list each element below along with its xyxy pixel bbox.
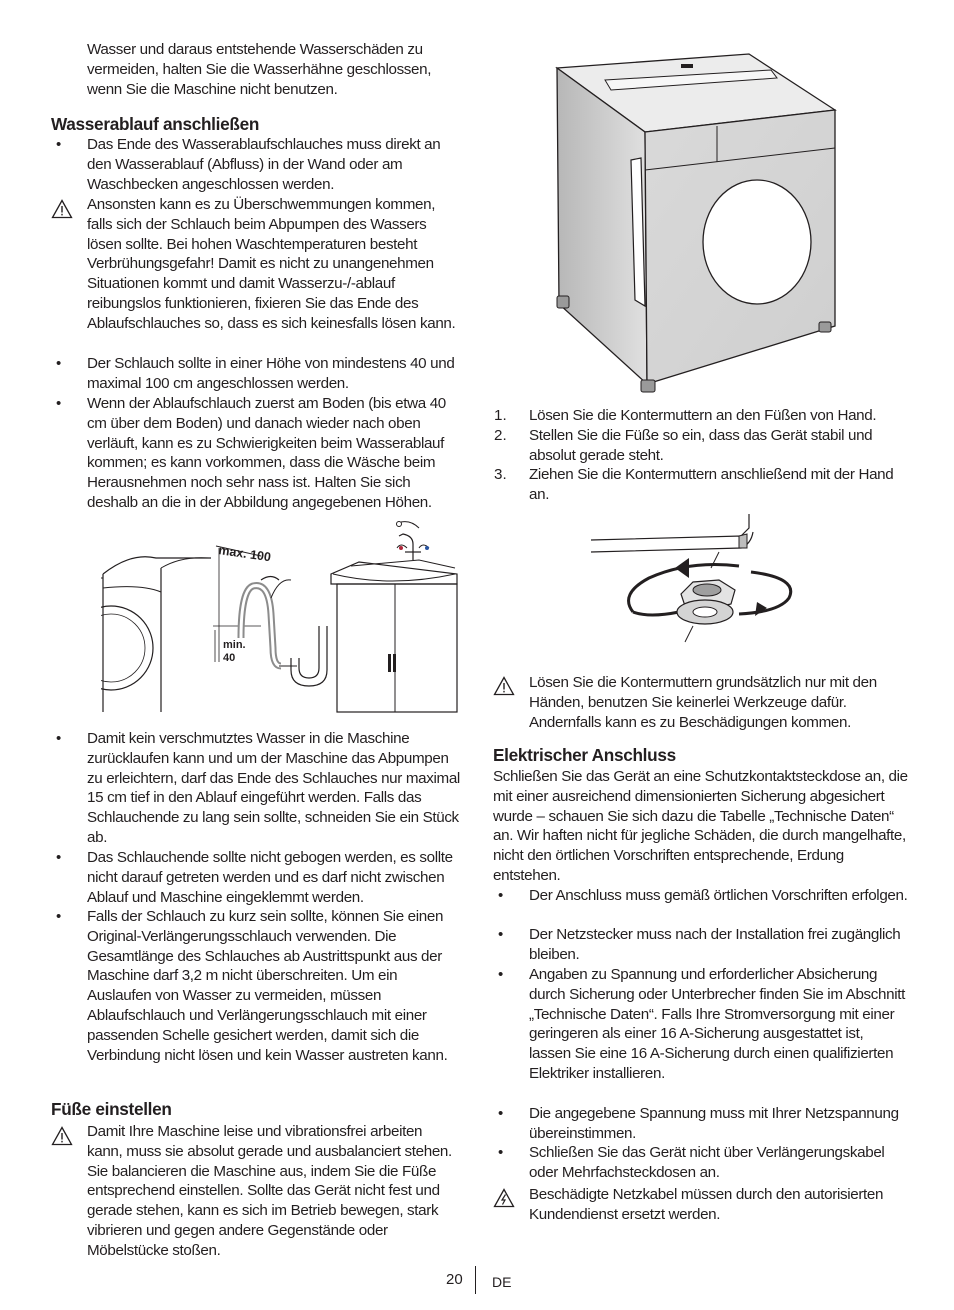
bullet-marker: •	[56, 730, 62, 747]
electric-bullet-1: Der Anschluss muss gemäß örtlichen Vorschriften erfolgen.	[529, 887, 908, 904]
electric-warning-1: Beschädigte Netzkabel müssen durch den autorisierten Kundendienst ersetzt werden.	[529, 1186, 884, 1223]
electric-bullet-4: Die angegebene Spannung muss mit Ihrer Netzspannung übereinstimmen.	[529, 1105, 899, 1142]
drain-bullet-4: Damit kein verschmutztes Wasser in die Maschine zurücklaufen kann und um der Maschine das Abpumpen zu erleichtern, darf das Ende des Schlauches nur maximal 15 cm tief in den Ablauf eingeführt werden. Falls das Schlauchende zu lang sein sollte, schneiden Sie ein Stück ab.	[87, 730, 460, 846]
electric-warning-icon	[493, 1188, 515, 1208]
section-heading-electric: Elektrischer Anschluss	[493, 745, 676, 765]
bullet-marker: •	[56, 849, 62, 866]
step-number-2: 2.	[494, 427, 507, 444]
drain-bullet-1: Das Ende des Wasserablaufschlauches muss direkt an den Wasserablauf (Abfluss) in der Wand oder am Waschbecken angeschlossen werden.	[87, 136, 441, 193]
warning-triangle-icon	[51, 1126, 73, 1146]
electric-bullet-5: Schließen Sie das Gerät nicht über Verlängerungskabel oder Mehrfachsteckdosen an.	[529, 1144, 885, 1181]
footer-divider	[475, 1266, 476, 1294]
bullet-marker: •	[498, 1144, 504, 1161]
min-height-label-2: 40	[223, 652, 236, 664]
section-heading-drain: Wasserablauf anschließen	[51, 114, 260, 134]
step-text-2: Stellen Sie die Füße so ein, dass das Gerät stabil und absolut gerade steht.	[529, 427, 873, 464]
step-text-3: Ziehen Sie die Kontermuttern anschließend mit der Hand an.	[529, 466, 894, 503]
intro-paragraph: Wasser und daraus entstehende Wasserschäden zu vermeiden, halten Sie die Wasserhähne geschlossen, wenn Sie die Maschine nicht benutzen.	[87, 41, 432, 98]
warning-triangle-icon	[51, 199, 73, 219]
drain-bullet-5: Das Schlauchende sollte nicht gebogen werden, es sollte nicht darauf getreten werden und es darf nicht zwischen Ablauf und Maschine eingeklemmt werden.	[87, 849, 453, 906]
drain-bullet-3: Wenn der Ablaufschlauch zuerst am Boden (bis etwa 40 cm über dem Boden) und danach wieder nach oben verläuft, kann es zu Schwierigkeiten beim Wasserablauf kommen; es kann vorkommen, dass die Wäsche beim Herausnehmen noch sehr nass ist. Halten Sie sich deshalb an die in der Abbildung angegebenen Höhen.	[87, 395, 446, 511]
step-text-1: Lösen Sie die Kontermuttern an den Füßen von Hand.	[529, 407, 877, 424]
bullet-marker: •	[56, 908, 62, 925]
electric-bullet-3: Angaben zu Spannung und erforderlicher Absicherung durch Sicherung oder Unterbrecher finden Sie im Abschnitt „Technische Daten“. Falls Ihre Stromversorgung mit einer geringeren als einer 16 A-Sicherung ausgestattet ist, lassen Sie eine 16 A-Sicherung durch einen qualifizierten Elektriker installieren.	[529, 966, 905, 1082]
min-height-label-1: min.	[223, 639, 246, 651]
max-height-label: max. 100	[217, 543, 272, 565]
section-heading-feet: Füße einstellen	[51, 1099, 172, 1119]
bullet-marker: •	[498, 966, 504, 983]
drain-bullet-2: Der Schlauch sollte in einer Höhe von mindestens 40 und maximal 100 cm angeschlossen werden.	[87, 355, 455, 392]
bullet-marker: •	[56, 136, 62, 153]
drain-height-illustration	[101, 518, 461, 714]
page-number: 20	[446, 1271, 463, 1288]
bullet-marker: •	[56, 395, 62, 412]
bullet-marker: •	[498, 926, 504, 943]
electric-bullet-2: Der Netzstecker muss nach der Installation frei zugänglich bleiben.	[529, 926, 901, 963]
feet-warning-2: Lösen Sie die Kontermuttern grundsätzlich nur mit den Händen, benutzen Sie keinerlei Werkzeuge dafür. Andernfalls kann es zu Beschädigungen kommen.	[529, 674, 877, 731]
drain-warning-1: Ansonsten kann es zu Überschwemmungen kommen, falls sich der Schlauch beim Abpumpen des Wassers lösen sollte. Bei hohen Waschtemperaturen besteht Verbrühungsgefahr! Damit es nicht zu unangenehmen Situationen kommt und damit Wasserzu-/-ablauf reibungslos funktionieren, fixieren Sie das Ende des Ablaufschlauches so, dass es sich keinesfalls lösen kann.	[87, 196, 456, 332]
drain-bullet-6: Falls der Schlauch zu kurz sein sollte, können Sie einen Original-Verlängerungsschlauch verwenden. Die Gesamtlänge des Schlauches ab Austrittspunkt aus der Maschine darf 3,2 m nicht überschreiten. Um ein Auslaufen von Wasser zu vermeiden, müssen Ablaufschlauch und Verlängerungsschlauch mit einer passenden Schelle gesichert werden, damit sich die Verbindung nicht lösen und kein Wasser austreten kann.	[87, 908, 448, 1064]
bullet-marker: •	[56, 355, 62, 372]
warning-triangle-icon	[493, 676, 515, 696]
feet-warning-1: Damit Ihre Maschine leise und vibrationsfrei arbeiten kann, muss sie absolut gerade und ausbalanciert stehen. Sie balancieren die Maschine aus, indem Sie die Füße entsprechend einstellen. Sollte das Gerät nicht fest und gerade stehen, kann es sich im Betrieb bewegen, stark vibrieren und gegen andere Gegenstände oder Möbelstücke stoßen.	[87, 1123, 452, 1259]
language-code: DE	[492, 1274, 512, 1290]
step-number-3: 3.	[494, 466, 507, 483]
foot-adjustment-illustration	[589, 508, 869, 652]
washing-machine-illustration	[545, 50, 847, 394]
electric-intro: Schließen Sie das Gerät an eine Schutzkontaktsteckdose an, die mit einer ausreichend dimensionierten Sicherung abgesichert wurde – schauen Sie sich dazu die Tabelle „Technische Daten“ an. Wir haften nicht für jegliche Schäden, die durch mangelhafte, nicht den örtlichen Vorschriften entsprechende, Erdung entstehen.	[493, 768, 908, 884]
bullet-marker: •	[498, 887, 504, 904]
bullet-marker: •	[498, 1105, 504, 1122]
step-number-1: 1.	[494, 407, 507, 424]
